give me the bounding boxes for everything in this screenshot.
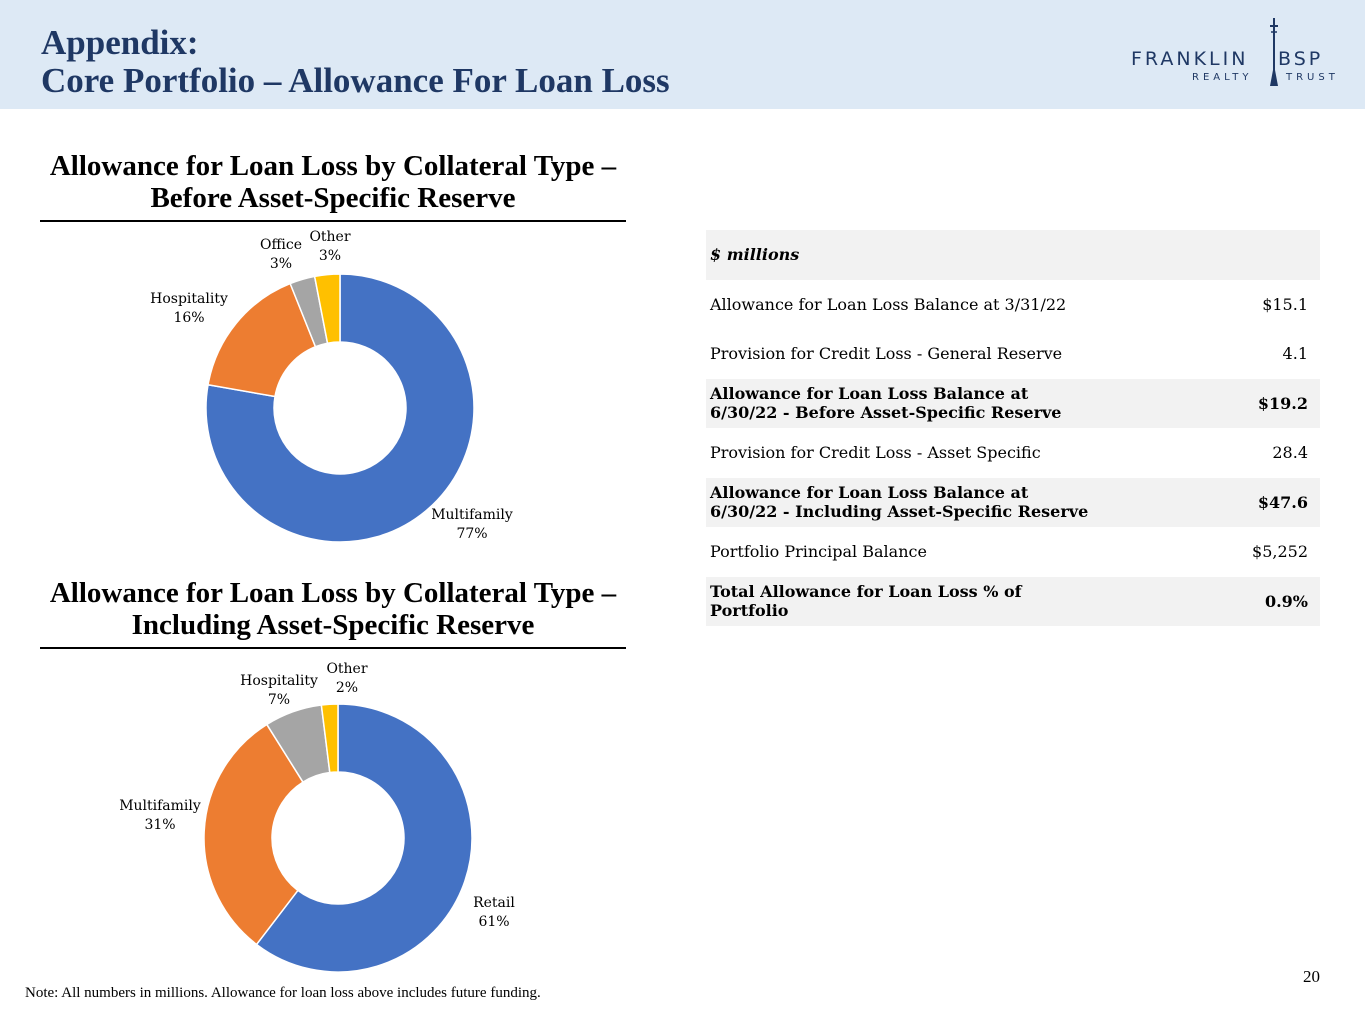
row-label: Total Allowance for Loan Loss % of Portfolio: [706, 577, 1224, 627]
row-label: Portfolio Principal Balance: [710, 542, 927, 562]
logo-subtext-realty: REALTY: [1192, 72, 1253, 83]
logo-subtext-trust: TRUST: [1286, 72, 1339, 83]
logo-wordmark-bsp: BSP: [1278, 48, 1324, 70]
row-label: Allowance for Loan Loss Balance at 6/30/22 - Including Asset-Specific Reserve: [706, 478, 1224, 528]
slice-label-category: Hospitality: [240, 673, 318, 689]
table-row: [706, 577, 1320, 627]
table-row: [706, 428, 1320, 478]
table-row: [706, 280, 1320, 330]
page-number: 20: [1303, 967, 1320, 986]
row-value: $15.1: [1262, 294, 1308, 314]
page-subtitle: Core Portfolio – Allowance For Loan Loss: [41, 61, 670, 100]
slice-label-category: Other: [309, 229, 351, 245]
table-row: [706, 379, 1320, 429]
table-row: [706, 478, 1320, 528]
chart-including-title: Allowance for Loan Loss by Collateral Type – Including Asset-Specific Reserve: [40, 577, 626, 649]
slice-label-category: Multifamily: [119, 798, 201, 814]
row-value: $5,252: [1252, 542, 1308, 562]
page-title: Appendix:: [41, 23, 199, 62]
table-header-label: $ millions: [706, 230, 1320, 280]
table-row: [706, 329, 1320, 379]
row-value: $19.2: [1224, 379, 1320, 429]
slice-label-percent: 16%: [173, 310, 205, 326]
slice-label-percent: 3%: [269, 256, 293, 272]
slice-label-percent: 77%: [456, 526, 488, 542]
slice-label-category: Hospitality: [150, 291, 228, 307]
donut-chart-before: [150, 229, 513, 542]
row-value: 28.4: [1272, 443, 1308, 463]
slice-label-percent: 61%: [478, 914, 510, 930]
company-logo: [1128, 16, 1348, 88]
row-label: Allowance for Loan Loss Balance at 3/31/22: [710, 294, 1067, 314]
slice-label-percent: 31%: [144, 817, 176, 833]
footnote: Note: All numbers in millions. Allowance for loan loss above includes future funding.: [25, 985, 541, 1001]
row-value: $47.6: [1224, 478, 1320, 528]
logo-wordmark-franklin: FRANKLIN: [1131, 48, 1249, 70]
table-row: [706, 527, 1320, 577]
slice-label-percent: 2%: [335, 680, 359, 696]
donut-chart-including: [119, 661, 515, 972]
slice-label-category: Office: [259, 237, 303, 253]
row-label: Provision for Credit Loss - Asset Specific: [710, 443, 1041, 463]
row-label: Allowance for Loan Loss Balance at 6/30/22 - Before Asset-Specific Reserve: [706, 379, 1224, 429]
row-value: 0.9%: [1224, 577, 1320, 627]
allowance-summary-table: [706, 230, 1320, 626]
row-label: Provision for Credit Loss - General Reserve: [710, 344, 1063, 364]
table-header-row: [706, 230, 1320, 280]
slice-label-category: Multifamily: [431, 507, 513, 523]
slice-label-category: Retail: [473, 895, 515, 911]
row-value: 4.1: [1282, 344, 1308, 364]
slice-label-percent: 7%: [267, 692, 291, 708]
chart-before-title: Allowance for Loan Loss by Collateral Type – Before Asset-Specific Reserve: [40, 150, 626, 222]
slice-label-percent: 3%: [318, 248, 342, 264]
slice-label-category: Other: [326, 661, 368, 677]
